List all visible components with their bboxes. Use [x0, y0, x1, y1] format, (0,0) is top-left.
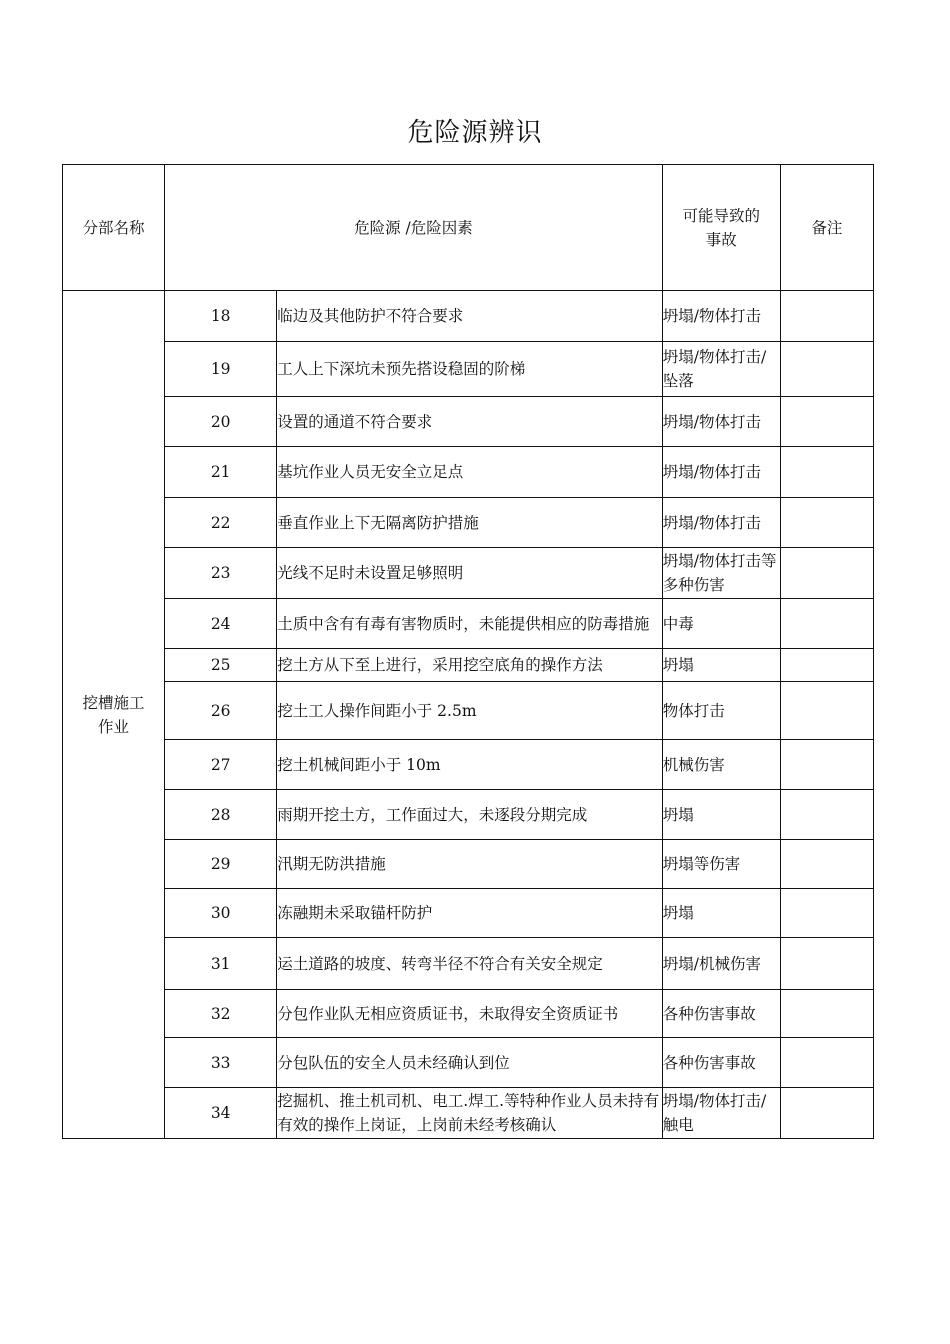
row-number: 23: [165, 548, 277, 599]
row-number: 22: [165, 498, 277, 548]
possible-accident: 坍塌: [662, 889, 780, 938]
hazard-description: 挖掘机、推土机司机、电工.焊工.等特种作业人员未持有有效的操作上岗证，上岗前未经考核确认: [277, 1088, 662, 1139]
hazard-description: 挖土工人操作间距小于 2.5m: [277, 682, 662, 740]
header-accident: 可能导致的事故: [662, 165, 780, 291]
note-cell: [780, 498, 873, 548]
note-cell: [780, 938, 873, 990]
row-number: 25: [165, 649, 277, 682]
row-number: 24: [165, 599, 277, 649]
possible-accident: 机械伤害: [662, 740, 780, 790]
header-dept: 分部名称: [63, 165, 165, 291]
note-cell: [780, 548, 873, 599]
table-row: [63, 938, 874, 990]
table-row: [63, 342, 874, 397]
possible-accident: 坍塌/物体打击: [662, 291, 780, 342]
table-row: [63, 447, 874, 498]
hazard-description: 冻融期未采取锚杆防护: [277, 889, 662, 938]
row-number: 20: [165, 397, 277, 447]
possible-accident: 坍塌/物体打击: [662, 447, 780, 498]
possible-accident: 坍塌: [662, 649, 780, 682]
table-body: [63, 291, 874, 1139]
row-number: 29: [165, 840, 277, 889]
possible-accident: 各种伤害事故: [662, 990, 780, 1038]
note-cell: [780, 682, 873, 740]
possible-accident: 坍塌/物体打击: [662, 498, 780, 548]
table-row: [63, 397, 874, 447]
note-cell: [780, 1038, 873, 1088]
table-row: [63, 599, 874, 649]
possible-accident: 物体打击: [662, 682, 780, 740]
row-number: 28: [165, 790, 277, 840]
table-row: [63, 990, 874, 1038]
hazard-description: 光线不足时未设置足够照明: [277, 548, 662, 599]
hazard-description: 汛期无防洪措施: [277, 840, 662, 889]
hazard-description: 设置的通道不符合要求: [277, 397, 662, 447]
possible-accident: 坍塌/机械伤害: [662, 938, 780, 990]
page-title: 危险源辨识: [407, 118, 543, 148]
section-name-cell: 挖槽施工作业: [63, 291, 165, 1139]
note-cell: [780, 599, 873, 649]
note-cell: [780, 342, 873, 397]
note-cell: [780, 291, 873, 342]
table-row: [63, 790, 874, 840]
note-cell: [780, 840, 873, 889]
hazard-table: [62, 164, 874, 1139]
possible-accident: 坍塌: [662, 790, 780, 840]
row-number: 31: [165, 938, 277, 990]
hazard-description: 挖土方从下至上进行，采用挖空底角的操作方法: [277, 649, 662, 682]
possible-accident: 各种伤害事故: [662, 1038, 780, 1088]
possible-accident: 坍塌等伤害: [662, 840, 780, 889]
note-cell: [780, 1088, 873, 1139]
row-number: 27: [165, 740, 277, 790]
hazard-description: 基坑作业人员无安全立足点: [277, 447, 662, 498]
hazard-description: 分包队伍的安全人员未经确认到位: [277, 1038, 662, 1088]
note-cell: [780, 740, 873, 790]
hazard-description: 工人上下深坑未预先搭设稳固的阶梯: [277, 342, 662, 397]
hazard-description: 分包作业队无相应资质证书，未取得安全资质证书: [277, 990, 662, 1038]
table-row: [63, 682, 874, 740]
hazard-description: 挖土机械间距小于 10m: [277, 740, 662, 790]
possible-accident: 坍塌/物体打击/触电: [662, 1088, 780, 1139]
row-number: 30: [165, 889, 277, 938]
table-row: [63, 740, 874, 790]
table-row: [63, 548, 874, 599]
note-cell: [780, 889, 873, 938]
hazard-description: 临边及其他防护不符合要求: [277, 291, 662, 342]
possible-accident: 坍塌/物体打击等多种伤害: [662, 548, 780, 599]
row-number: 34: [165, 1088, 277, 1139]
hazard-description: 土质中含有有毒有害物质时，未能提供相应的防毒措施: [277, 599, 662, 649]
hazard-description: 雨期开挖土方，工作面过大，未逐段分期完成: [277, 790, 662, 840]
hazard-description: 运土道路的坡度、转弯半径不符合有关安全规定: [277, 938, 662, 990]
row-number: 26: [165, 682, 277, 740]
header-hazard: 危险源 /危险因素: [165, 165, 663, 291]
row-number: 19: [165, 342, 277, 397]
row-number: 21: [165, 447, 277, 498]
table-row: [63, 498, 874, 548]
note-cell: [780, 397, 873, 447]
header-row: [63, 165, 874, 291]
row-number: 32: [165, 990, 277, 1038]
table-row: [63, 649, 874, 682]
header-note: 备注: [780, 165, 873, 291]
hazard-description: 垂直作业上下无隔离防护措施: [277, 498, 662, 548]
note-cell: [780, 790, 873, 840]
table-row: [63, 840, 874, 889]
possible-accident: 中毒: [662, 599, 780, 649]
note-cell: [780, 447, 873, 498]
table-row: [63, 1088, 874, 1139]
table-row: [63, 291, 874, 342]
note-cell: [780, 990, 873, 1038]
table-row: [63, 889, 874, 938]
row-number: 33: [165, 1038, 277, 1088]
possible-accident: 坍塌/物体打击: [662, 397, 780, 447]
row-number: 18: [165, 291, 277, 342]
note-cell: [780, 649, 873, 682]
possible-accident: 坍塌/物体打击/坠落: [662, 342, 780, 397]
table-row: [63, 1038, 874, 1088]
